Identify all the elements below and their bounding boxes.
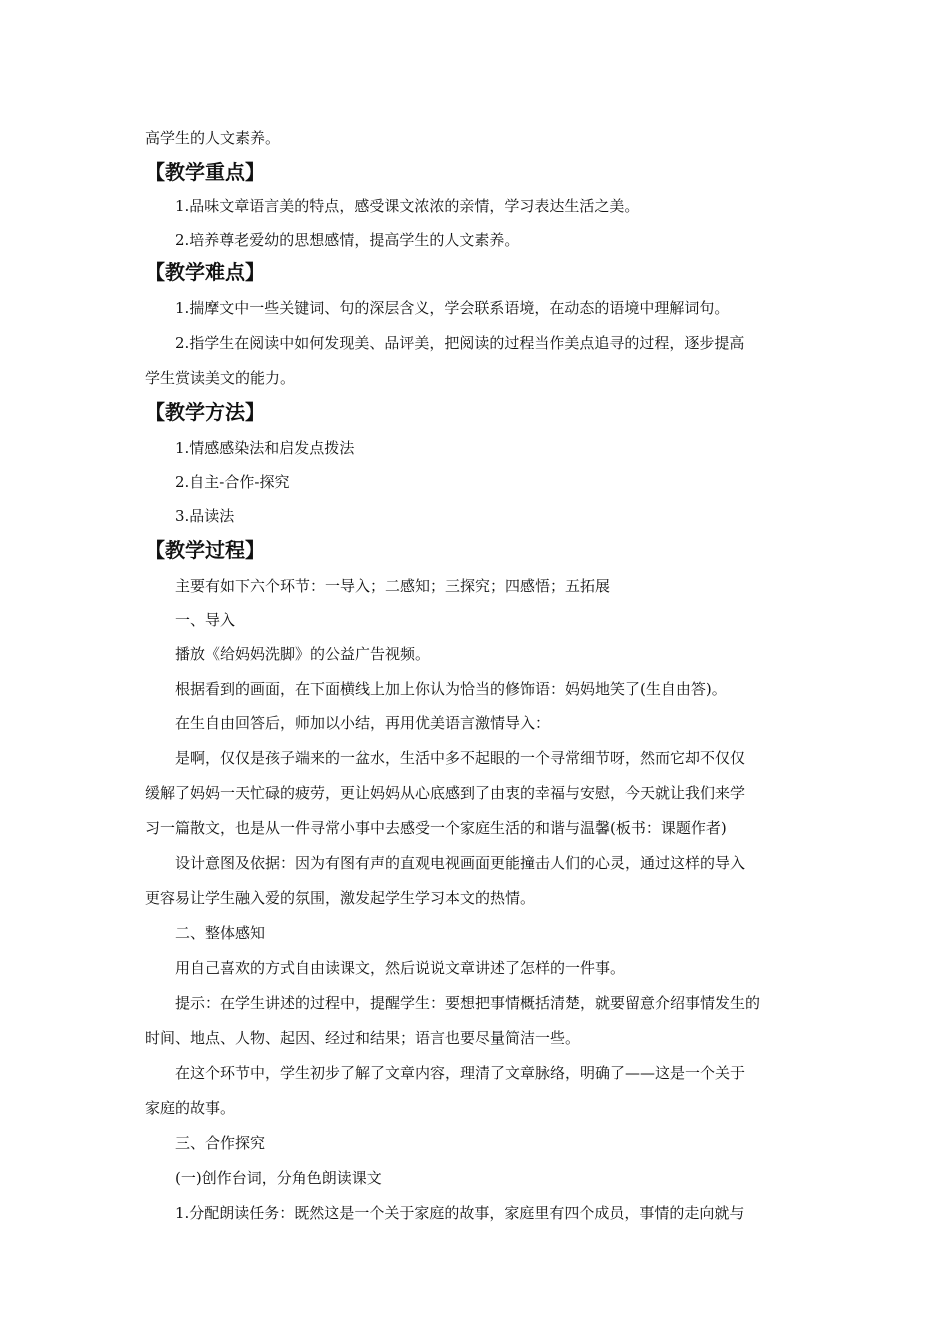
section-heading-difficulties: 【教学难点】 [145,260,265,284]
paragraph-line: 2.自主-合作-探究 [175,473,290,491]
paragraph-line: 1.情感感染法和启发点拨法 [175,439,355,457]
paragraph-line: 播放《给妈妈洗脚》的公益广告视频。 [175,645,431,663]
paragraph-line: 2.培养尊老爱幼的思想感情，提高学生的人文素养。 [175,231,520,249]
paragraph-line: 学生赏读美文的能力。 [145,369,296,387]
paragraph-line: 缓解了妈妈一天忙碌的疲劳，更让妈妈从心底感到了由衷的幸福与安慰，今天就让我们来学 [145,784,746,802]
subsection-title: 一、导入 [175,611,236,629]
section-heading-key-points: 【教学重点】 [145,160,265,184]
paragraph-line: 根据看到的画面，在下面横线上加上你认为恰当的修饰语：妈妈地笑了(生自由答)。 [175,680,727,698]
paragraph-line: 在生自由回答后，师加以小结，再用优美语言激情导入： [175,714,551,732]
paragraph-line: 在这个环节中，学生初步了解了文章内容，理清了文章脉络，明确了——这是一个关于 [175,1064,746,1082]
paragraph-line: 主要有如下六个环节：一导入；二感知；三探究；四感悟；五拓展 [175,577,611,595]
paragraph-line: 2.指学生在阅读中如何发现美、品评美，把阅读的过程当作美点追寻的过程，逐步提高 [175,334,745,352]
paragraph-line: 1.揣摩文中一些关键词、句的深层含义，学会联系语境，在动态的语境中理解词句。 [175,299,730,317]
paragraph-line: 用自己喜欢的方式自由读课文，然后说说文章讲述了怎样的一件事。 [175,959,626,977]
paragraph-line: 1.分配朗读任务：既然这是一个关于家庭的故事，家庭里有四个成员，事情的走向就与 [175,1204,745,1222]
paragraph-line: 是啊，仅仅是孩子端来的一盆水，生活中多不起眼的一个寻常细节呀，然而它却不仅仅 [175,749,746,767]
paragraph-line: 高学生的人文素养。 [145,129,281,147]
section-heading-process: 【教学过程】 [145,538,265,562]
paragraph-line: 1.品味文章语言美的特点，感受课文浓浓的亲情，学习表达生活之美。 [175,197,640,215]
section-heading-methods: 【教学方法】 [145,400,265,424]
paragraph-line: 3.品读法 [175,507,235,525]
paragraph-line: 提示：在学生讲述的过程中，提醒学生：要想把事情概括清楚，就要留意介绍事情发生的 [175,994,761,1012]
paragraph-line: 时间、地点、人物、起因、经过和结果；语言也要尽量简洁一些。 [145,1029,581,1047]
paragraph-line: 更容易让学生融入爱的氛围，激发起学生学习本文的热情。 [145,889,536,907]
paragraph-line: 设计意图及依据：因为有图有声的直观电视画面更能撞击人们的心灵，通过这样的导入 [175,854,746,872]
paragraph-line: 家庭的故事。 [145,1099,236,1117]
subsection-title: 二、整体感知 [175,924,266,942]
paragraph-line: 习一篇散文，也是从一件寻常小事中去感受一个家庭生活的和谐与温馨(板书：课题作者) [145,819,727,837]
paragraph-line: (一)创作台词，分角色朗读课文 [175,1169,382,1187]
subsection-title: 三、合作探究 [175,1134,266,1152]
